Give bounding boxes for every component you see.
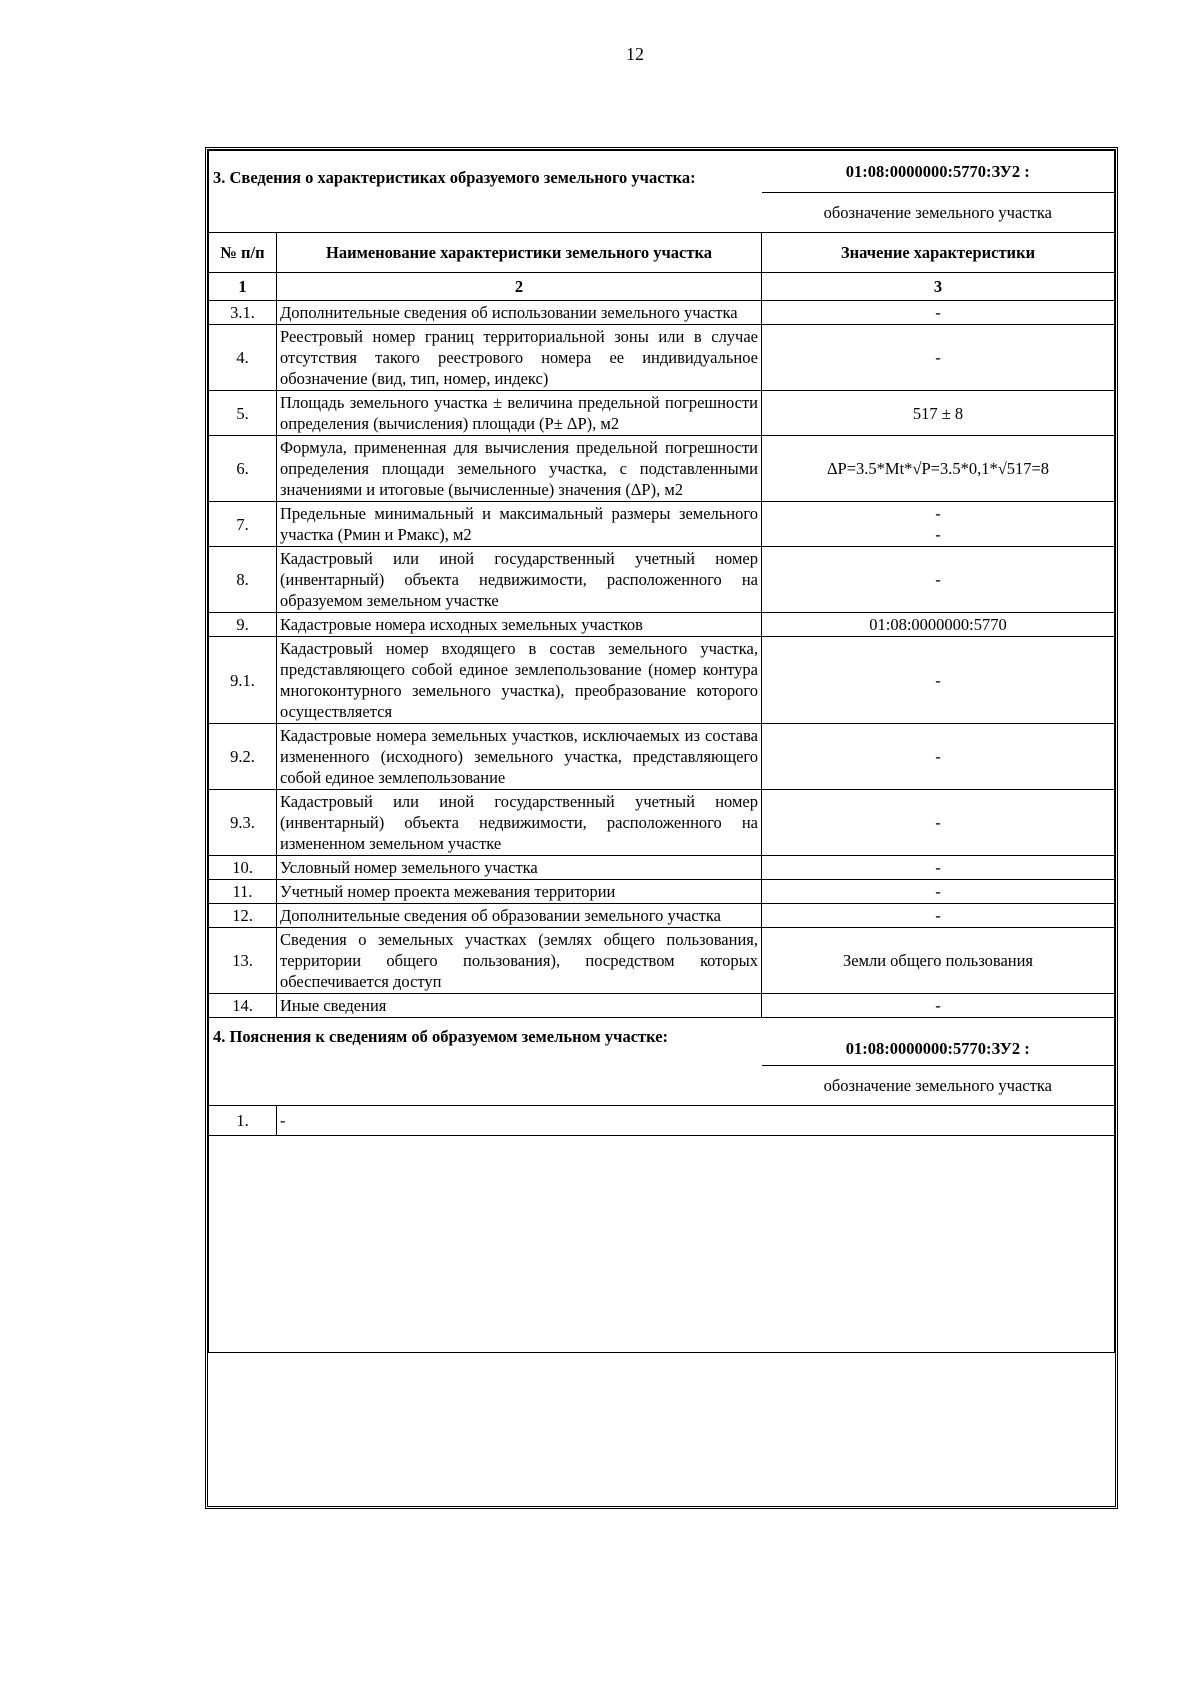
row-number: 6. [209,436,277,502]
characteristic-row [209,547,1115,613]
characteristic-value: 517 ± 8 [762,391,1115,436]
section4-title: 4. Пояснения к сведениям об образуемом земельном участке: [209,1018,762,1106]
column-number: 3 [762,273,1115,301]
characteristic-name: Кадастровый или иной государственный учетный номер (инвентарный) объекта недвижимости, расположенного на образуемом земельном участке [277,547,762,613]
characteristics-table [208,150,1115,1353]
row-number: 3.1. [209,301,277,325]
row-number: 13. [209,928,277,994]
characteristic-row [209,613,1115,637]
characteristic-value: - [762,724,1115,790]
section4-plot-caption: обозначение земельного участка [762,1066,1115,1106]
max-size-value: - [935,525,941,544]
characteristic-name: Площадь земельного участка ± величина предельной погрешности определения (вычисления) площади (Р± ΔР), м2 [277,391,762,436]
characteristic-row [209,994,1115,1018]
header-name: Наименование характеристики земельного участка [277,233,762,273]
characteristic-value [762,502,1115,547]
characteristic-row [209,502,1115,547]
characteristic-name: Учетный номер проекта межевания территории [277,880,762,904]
row-number: 12. [209,904,277,928]
characteristic-name: Предельные минимальный и максимальный размеры земельного участка (Рмин и Рмакс), м2 [277,502,762,547]
characteristic-name: Кадастровые номера земельных участков, исключаемых из состава измененного (исходного) земельного участка, представляющего собой единое землепользование [277,724,762,790]
characteristic-name: Условный номер земельного участка [277,856,762,880]
explanation-text: - [277,1106,1115,1136]
header-number: № п/п [209,233,277,273]
characteristic-value: Земли общего пользования [762,928,1115,994]
land-plot-form [205,147,1118,1509]
characteristic-row [209,880,1115,904]
column-number: 2 [277,273,762,301]
characteristic-value: - [762,994,1115,1018]
row-number: 9.1. [209,637,277,724]
characteristic-name: Сведения о земельных участках (землях общего пользования, территории общего пользования), посредством которых обеспечивается доступ [277,928,762,994]
characteristic-row [209,856,1115,880]
row-number: 5. [209,391,277,436]
row-number: 9.3. [209,790,277,856]
characteristic-row [209,637,1115,724]
characteristic-name: Формула, примененная для вычисления предельной погрешности определения площади земельного участка, с подставленными значениями и итоговые (вычисленные) значения (ΔР), м2 [277,436,762,502]
characteristic-name: Иные сведения [277,994,762,1018]
section3-plot-caption: обозначение земельного участка [762,193,1115,233]
header-value: Значение характеристики [762,233,1115,273]
characteristic-row [209,391,1115,436]
page-number: 12 [626,44,644,64]
column-number: 1 [209,273,277,301]
section3-title: 3. Сведения о характеристиках образуемого земельного участка: [209,151,762,233]
characteristic-value: - [762,637,1115,724]
row-number: 9. [209,613,277,637]
row-number: 9.2. [209,724,277,790]
characteristic-name: Дополнительные сведения об использовании земельного участка [277,301,762,325]
characteristic-row [209,904,1115,928]
row-number: 8. [209,547,277,613]
column-number-row [209,273,1115,301]
min-size-value: - [935,504,941,523]
blank-area [209,1136,1115,1353]
characteristic-value: 01:08:0000000:5770 [762,613,1115,637]
row-number: 11. [209,880,277,904]
row-number: 14. [209,994,277,1018]
characteristic-value: - [762,790,1115,856]
characteristic-name: Кадастровый или иной государственный учетный номер (инвентарный) объекта недвижимости, расположенного на измененном земельном участке [277,790,762,856]
characteristic-row [209,790,1115,856]
row-number: 4. [209,325,277,391]
header-row [209,233,1115,273]
characteristic-value: ΔР=3.5*Mt*√Р=3.5*0,1*√517=8 [762,436,1115,502]
characteristic-row [209,301,1115,325]
explanation-number: 1. [209,1106,277,1136]
section4-plot-id: 01:08:0000000:5770:ЗУ2 : [762,1018,1115,1066]
characteristic-value: - [762,547,1115,613]
characteristic-row [209,436,1115,502]
characteristic-name: Кадастровый номер входящего в состав земельного участка, представляющего собой единое землепользование (номер контура многоконтурного земельного участка), преобразование которого осуществляется [277,637,762,724]
row-number: 7. [209,502,277,547]
characteristic-value: - [762,904,1115,928]
characteristic-row [209,325,1115,391]
characteristic-value: - [762,301,1115,325]
explanation-row [209,1106,1115,1136]
characteristic-value: - [762,325,1115,391]
section3-plot-id: 01:08:0000000:5770:ЗУ2 : [762,151,1115,193]
characteristic-name: Реестровый номер границ территориальной зоны или в случае отсутствия такого реестрового номера ее индивидуальное обозначение (вид, тип, номер, индекс) [277,325,762,391]
characteristic-row [209,724,1115,790]
characteristic-name: Кадастровые номера исходных земельных участков [277,613,762,637]
row-number: 10. [209,856,277,880]
characteristic-value: - [762,880,1115,904]
characteristic-name: Дополнительные сведения об образовании земельного участка [277,904,762,928]
characteristic-value: - [762,856,1115,880]
characteristic-row [209,928,1115,994]
blank-cell [209,1136,1115,1353]
